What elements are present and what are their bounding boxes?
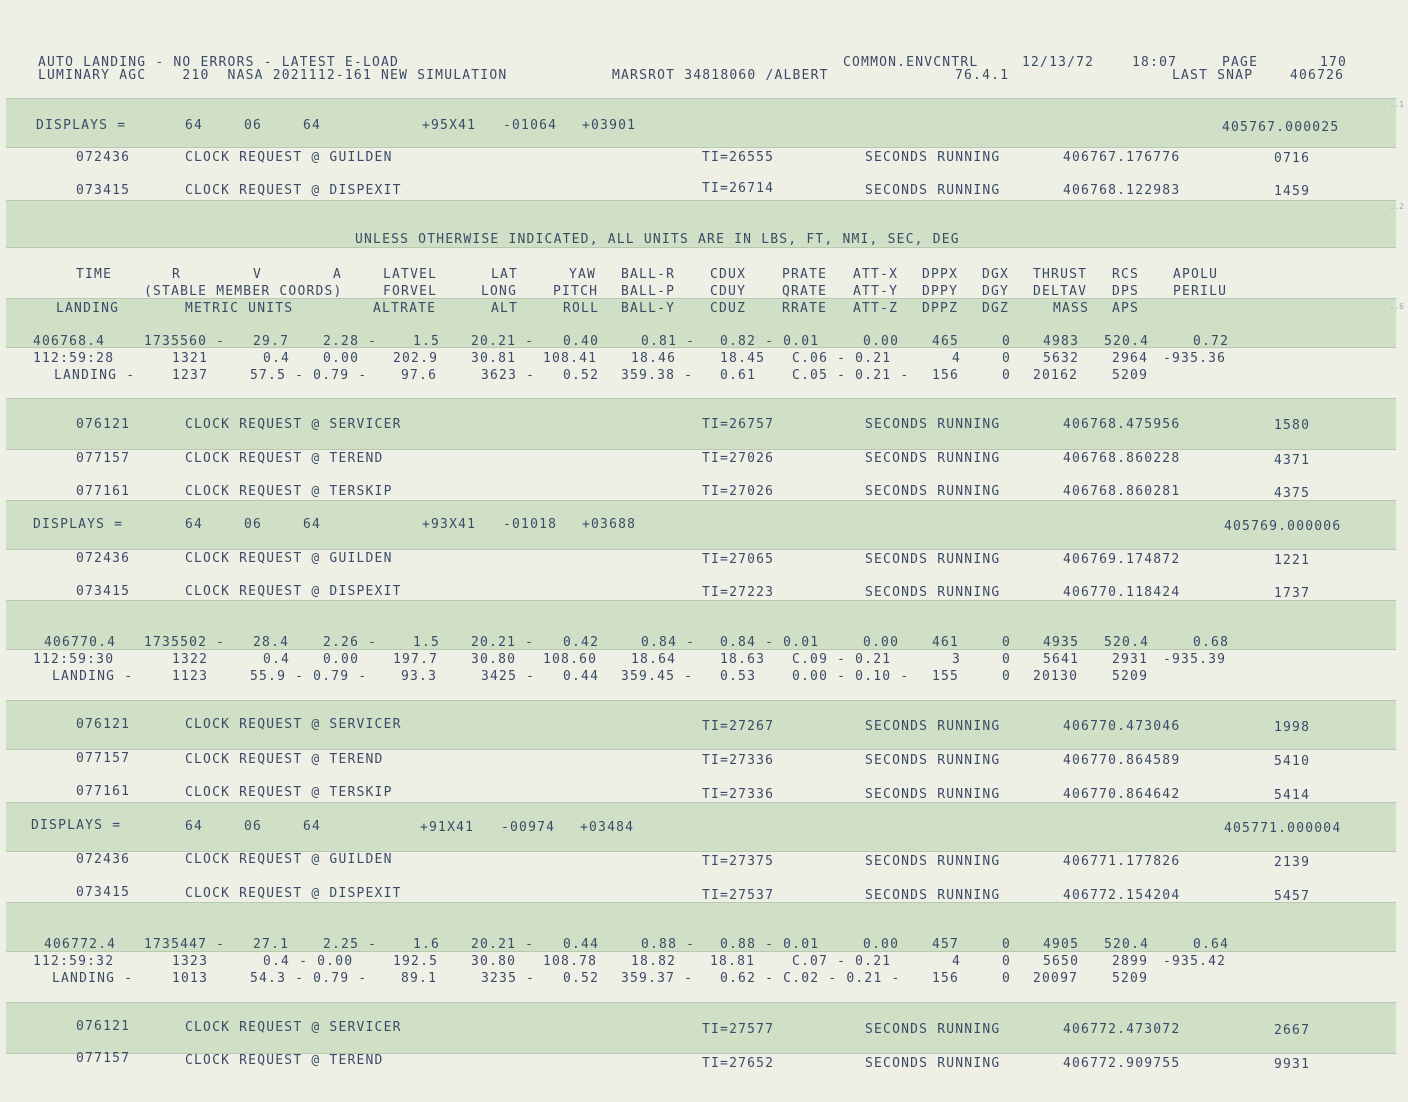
clock-ti: TI=27267: [702, 719, 775, 734]
displays-value: 06: [244, 118, 263, 133]
clock-time: 406772.909755: [1063, 1056, 1181, 1071]
col-header: APS: [1112, 301, 1140, 316]
data-cell: 1.5: [413, 334, 441, 349]
col-header: ATT-Y: [853, 284, 899, 299]
col-header: PERILU: [1173, 284, 1228, 299]
clock-text: CLOCK REQUEST @ TERSKIP: [185, 484, 393, 499]
data-cell: 0.4: [263, 351, 291, 366]
data-cell: 28.4: [253, 635, 290, 650]
header-page-label: PAGE: [1222, 55, 1259, 70]
col-header: DELTAV: [1033, 284, 1088, 299]
data-cell: 0.52: [563, 971, 600, 986]
clock-status: SECONDS RUNNING: [865, 552, 1001, 567]
data-cell: 406770.4: [44, 635, 117, 650]
data-cell: 359.45 -: [621, 669, 694, 684]
data-cell: 0: [1002, 937, 1012, 952]
data-cell: 4983: [1043, 334, 1080, 349]
displays-value: -01018: [503, 517, 558, 532]
clock-addr: 076121: [76, 1019, 131, 1034]
data-cell: 4: [952, 954, 962, 969]
data-cell: 4935: [1043, 635, 1080, 650]
data-cell: 155: [932, 669, 960, 684]
displays-label: DISPLAYS =: [31, 818, 122, 833]
data-cell: 0.00: [323, 652, 360, 667]
data-cell: 0: [1002, 635, 1012, 650]
displays-label: DISPLAYS =: [33, 517, 124, 532]
data-cell: 406772.4: [44, 937, 117, 952]
data-cell: C.05 - 0.21 -: [792, 368, 910, 383]
clock-addr: 076121: [76, 717, 131, 732]
clock-status: SECONDS RUNNING: [865, 719, 1001, 734]
col-header: DPPX: [922, 267, 959, 282]
col-header: CDUX: [710, 267, 747, 282]
data-cell: C.09 - 0.21: [792, 652, 892, 667]
data-cell: 5209: [1112, 669, 1149, 684]
clock-text: CLOCK REQUEST @ SERVICER: [185, 417, 402, 432]
col-header: TIME: [76, 267, 113, 282]
clock-num: 2139: [1274, 855, 1311, 870]
col-header: DPPY: [922, 284, 959, 299]
data-cell: 0: [1002, 334, 1012, 349]
data-cell: 0: [1002, 652, 1012, 667]
clock-ti: TI=27336: [702, 753, 775, 768]
data-cell: 0.88 - 0.01: [720, 937, 820, 952]
clock-status: SECONDS RUNNING: [865, 484, 1001, 499]
data-cell: 3: [952, 652, 962, 667]
clock-num: 1221: [1274, 553, 1311, 568]
data-cell: 0.68: [1193, 635, 1230, 650]
displays-time: 405771.000004: [1224, 821, 1342, 836]
data-cell: 202.9: [393, 351, 439, 366]
clock-status: SECONDS RUNNING: [865, 585, 1001, 600]
data-cell: 0.00: [323, 351, 360, 366]
data-cell: 30.80: [471, 954, 517, 969]
data-cell: 20.21 -: [471, 334, 535, 349]
data-cell: 4905: [1043, 937, 1080, 952]
clock-status: SECONDS RUNNING: [865, 1056, 1001, 1071]
data-cell: 0.42: [563, 635, 600, 650]
data-cell: 0.62 - C.02 - 0.21 -: [720, 971, 901, 986]
data-cell: 20097: [1033, 971, 1079, 986]
clock-time: 406768.860281: [1063, 484, 1181, 499]
margin-mark: ..2: [1389, 202, 1404, 211]
data-cell: 0.81 -: [641, 334, 696, 349]
displays-value: +93X41: [422, 517, 477, 532]
clock-ti: TI=27026: [702, 451, 775, 466]
data-cell: 0.44: [563, 937, 600, 952]
col-header: DPS: [1112, 284, 1140, 299]
clock-time: 406768.475956: [1063, 417, 1181, 432]
data-cell: 192.5: [393, 954, 439, 969]
col-header: METRIC UNITS: [185, 301, 294, 316]
col-header: APOLU: [1173, 267, 1219, 282]
data-cell: 0: [1002, 351, 1012, 366]
header-version: 76.4.1: [955, 68, 1010, 83]
data-cell: 1237: [172, 368, 209, 383]
data-cell: 0.88 -: [641, 937, 696, 952]
data-cell: 54.3 - 0.79 -: [250, 971, 368, 986]
col-header: BALL-Y: [621, 301, 676, 316]
data-cell: 5209: [1112, 971, 1149, 986]
clock-ti: TI=26714: [702, 181, 775, 196]
data-cell: 97.6: [401, 368, 438, 383]
col-header: ALT: [491, 301, 519, 316]
data-cell: 112:59:30: [33, 652, 115, 667]
clock-num: 1737: [1274, 586, 1311, 601]
col-header: QRATE: [782, 284, 828, 299]
data-cell: 2931: [1112, 652, 1149, 667]
clock-time: 406772.154204: [1063, 888, 1181, 903]
displays-value: 64: [303, 819, 322, 834]
displays-value: 64: [185, 819, 204, 834]
clock-addr: 077157: [76, 451, 131, 466]
col-header: ATT-X: [853, 267, 899, 282]
displays-value: -00974: [501, 820, 556, 835]
displays-value: -01064: [503, 118, 558, 133]
clock-ti: TI=26555: [702, 150, 775, 165]
data-cell: 0.82 - 0.01: [720, 334, 820, 349]
green-band: [6, 98, 1396, 148]
col-header: CDUZ: [710, 301, 747, 316]
data-cell: 2964: [1112, 351, 1149, 366]
data-cell: 2.28 -: [323, 334, 378, 349]
data-cell: 18.46: [631, 351, 677, 366]
col-header: V: [253, 267, 263, 282]
col-header: DPPZ: [922, 301, 959, 316]
data-cell: 0.4: [263, 652, 291, 667]
clock-addr: 076121: [76, 417, 131, 432]
clock-time: 406768.122983: [1063, 183, 1181, 198]
data-cell: 57.5 - 0.79 -: [250, 368, 368, 383]
clock-text: CLOCK REQUEST @ TERSKIP: [185, 785, 393, 800]
clock-time: 406770.864642: [1063, 787, 1181, 802]
clock-time: 406769.174872: [1063, 552, 1181, 567]
data-cell: 0.72: [1193, 334, 1230, 349]
data-cell: 0.44: [563, 669, 600, 684]
clock-text: CLOCK REQUEST @ TEREND: [185, 451, 384, 466]
clock-num: 5410: [1274, 754, 1311, 769]
data-cell: 1.5: [413, 635, 441, 650]
data-cell: 0: [1002, 669, 1012, 684]
data-cell: 2899: [1112, 954, 1149, 969]
clock-status: SECONDS RUNNING: [865, 150, 1001, 165]
header-time: 18:07: [1132, 55, 1178, 70]
data-cell: 520.4: [1104, 937, 1150, 952]
clock-num: 1459: [1274, 184, 1311, 199]
col-header: DGY: [982, 284, 1010, 299]
displays-time: 405769.000006: [1224, 519, 1342, 534]
col-header: MASS: [1053, 301, 1090, 316]
data-cell: 93.3: [401, 669, 438, 684]
clock-addr: 077157: [76, 1051, 131, 1066]
data-cell: 461: [932, 635, 960, 650]
data-cell: 18.82: [631, 954, 677, 969]
col-header: CDUY: [710, 284, 747, 299]
data-cell: 2.25 -: [323, 937, 378, 952]
clock-time: 406768.860228: [1063, 451, 1181, 466]
col-header: ROLL: [563, 301, 600, 316]
clock-num: 1580: [1274, 418, 1311, 433]
displays-value: 64: [185, 118, 204, 133]
displays-value: +03688: [582, 517, 637, 532]
data-cell: 29.7: [253, 334, 290, 349]
data-cell: 89.1: [401, 971, 438, 986]
data-cell: 0: [1002, 954, 1012, 969]
data-cell: 0: [1002, 368, 1012, 383]
data-cell: 0.00: [863, 334, 900, 349]
clock-text: CLOCK REQUEST @ TEREND: [185, 1053, 384, 1068]
clock-num: 5457: [1274, 889, 1311, 904]
clock-ti: TI=27537: [702, 888, 775, 903]
col-header: DGX: [982, 267, 1010, 282]
data-cell: 30.81: [471, 351, 517, 366]
clock-addr: 073415: [76, 584, 131, 599]
col-header: PITCH: [553, 284, 599, 299]
margin-mark: ..1: [1389, 100, 1404, 109]
data-cell: 1321: [172, 351, 209, 366]
col-header: A: [333, 267, 343, 282]
data-cell: 5641: [1043, 652, 1080, 667]
clock-status: SECONDS RUNNING: [865, 753, 1001, 768]
col-header: YAW: [569, 267, 597, 282]
col-header: LANDING: [56, 301, 120, 316]
displays-value: +03484: [580, 820, 635, 835]
col-header: RRATE: [782, 301, 828, 316]
data-cell: 18.81: [710, 954, 756, 969]
clock-text: CLOCK REQUEST @ TEREND: [185, 752, 384, 767]
clock-num: 4371: [1274, 453, 1311, 468]
clock-text: CLOCK REQUEST @ SERVICER: [185, 717, 402, 732]
data-cell: 1735560 -: [144, 334, 226, 349]
data-cell: 20130: [1033, 669, 1079, 684]
clock-addr: 073415: [76, 885, 131, 900]
col-header: (STABLE MEMBER COORDS): [144, 284, 343, 299]
data-cell: 0.84 -: [641, 635, 696, 650]
displays-value: 06: [244, 517, 263, 532]
col-header: LATVEL: [383, 267, 438, 282]
data-cell: 197.7: [393, 652, 439, 667]
data-cell: 3235 -: [481, 971, 536, 986]
clock-time: 406771.177826: [1063, 854, 1181, 869]
data-cell: 0.40: [563, 334, 600, 349]
col-header: DGZ: [982, 301, 1010, 316]
data-cell: 112:59:32: [33, 954, 115, 969]
data-cell: 55.9 - 0.79 -: [250, 669, 368, 684]
clock-addr: 077161: [76, 484, 131, 499]
clock-text: CLOCK REQUEST @ DISPEXIT: [185, 886, 402, 901]
header-page-number: 170: [1320, 55, 1348, 70]
data-cell: 20162: [1033, 368, 1079, 383]
data-cell: 27.1: [253, 937, 290, 952]
col-header: FORVEL: [383, 284, 438, 299]
col-header: LAT: [491, 267, 519, 282]
clock-status: SECONDS RUNNING: [865, 183, 1001, 198]
header-last-snap-label: LAST SNAP: [1172, 68, 1254, 83]
clock-status: SECONDS RUNNING: [865, 888, 1001, 903]
clock-ti: TI=27577: [702, 1022, 775, 1037]
clock-time: 406772.473072: [1063, 1022, 1181, 1037]
col-header: PRATE: [782, 267, 828, 282]
clock-num: 1998: [1274, 720, 1311, 735]
data-cell: 1735447 -: [144, 937, 226, 952]
clock-status: SECONDS RUNNING: [865, 787, 1001, 802]
data-cell: 0.4 - 0.00: [263, 954, 354, 969]
data-cell: 5650: [1043, 954, 1080, 969]
clock-addr: 072436: [76, 150, 131, 165]
clock-ti: TI=27065: [702, 552, 775, 567]
margin-mark: ..6: [1389, 302, 1404, 311]
displays-label: DISPLAYS =: [36, 118, 127, 133]
header-common: COMMON.ENVCNTRL: [843, 55, 979, 70]
displays-value: 64: [303, 517, 322, 532]
data-cell: 0.61: [720, 368, 757, 383]
clock-addr: 073415: [76, 183, 131, 198]
clock-status: SECONDS RUNNING: [865, 451, 1001, 466]
header-title: AUTO LANDING - NO ERRORS - LATEST E-LOAD: [38, 55, 400, 70]
clock-status: SECONDS RUNNING: [865, 1022, 1001, 1037]
units-notice: UNLESS OTHERWISE INDICATED, ALL UNITS ARE IN LBS, FT, NMI, SEC, DEG: [355, 232, 960, 247]
clock-addr: 072436: [76, 551, 131, 566]
clock-num: 0716: [1274, 151, 1311, 166]
clock-num: 4375: [1274, 486, 1311, 501]
data-cell: 18.64: [631, 652, 677, 667]
data-cell: 5209: [1112, 368, 1149, 383]
data-cell: 156: [932, 368, 960, 383]
col-header: THRUST: [1033, 267, 1088, 282]
data-cell: 457: [932, 937, 960, 952]
clock-addr: 072436: [76, 852, 131, 867]
col-header: ATT-Z: [853, 301, 899, 316]
data-cell: 108.60: [543, 652, 598, 667]
clock-text: CLOCK REQUEST @ GUILDEN: [185, 150, 393, 165]
col-header: LONG: [481, 284, 518, 299]
data-cell: 0.00: [863, 937, 900, 952]
clock-text: CLOCK REQUEST @ DISPEXIT: [185, 584, 402, 599]
displays-value: +03901: [582, 118, 637, 133]
clock-status: SECONDS RUNNING: [865, 854, 1001, 869]
header-last-snap-value: 406726: [1290, 68, 1345, 83]
col-header: R: [172, 267, 182, 282]
clock-num: 9931: [1274, 1057, 1311, 1072]
header-author: MARSROT 34818060 /ALBERT: [612, 68, 829, 83]
data-cell: 0: [1002, 971, 1012, 986]
clock-num: 5414: [1274, 788, 1311, 803]
data-cell: -935.36: [1163, 351, 1227, 366]
col-header: ALTRATE: [373, 301, 437, 316]
green-band: [6, 500, 1396, 550]
data-cell: 1.6: [413, 937, 441, 952]
clock-status: SECONDS RUNNING: [865, 417, 1001, 432]
data-cell: 0.64: [1193, 937, 1230, 952]
data-cell: 0.52: [563, 368, 600, 383]
data-cell: -935.42: [1163, 954, 1227, 969]
clock-ti: TI=27026: [702, 484, 775, 499]
data-cell: 18.45: [720, 351, 766, 366]
clock-time: 406770.118424: [1063, 585, 1181, 600]
data-cell: 1123: [172, 669, 209, 684]
col-header: BALL-R: [621, 267, 676, 282]
col-header: BALL-P: [621, 284, 676, 299]
clock-time: 406770.864589: [1063, 753, 1181, 768]
data-cell: LANDING -: [52, 669, 134, 684]
header-date: 12/13/72: [1022, 55, 1095, 70]
clock-time: 406767.176776: [1063, 150, 1181, 165]
data-cell: 1323: [172, 954, 209, 969]
data-cell: 0.00 - 0.10 -: [792, 669, 910, 684]
data-cell: 5632: [1043, 351, 1080, 366]
data-cell: 1322: [172, 652, 209, 667]
clock-text: CLOCK REQUEST @ GUILDEN: [185, 852, 393, 867]
data-cell: 520.4: [1104, 334, 1150, 349]
data-cell: C.06 - 0.21: [792, 351, 892, 366]
data-cell: 108.41: [543, 351, 598, 366]
displays-value: +95X41: [422, 118, 477, 133]
col-header: RCS: [1112, 267, 1140, 282]
displays-value: 64: [303, 118, 322, 133]
data-cell: LANDING -: [52, 971, 134, 986]
data-cell: LANDING -: [54, 368, 136, 383]
data-cell: 30.80: [471, 652, 517, 667]
clock-addr: 077161: [76, 784, 131, 799]
data-cell: 4: [952, 351, 962, 366]
displays-value: 06: [244, 819, 263, 834]
clock-time: 406770.473046: [1063, 719, 1181, 734]
data-cell: 3425 -: [481, 669, 536, 684]
clock-addr: 077157: [76, 751, 131, 766]
header-subtitle: LUMINARY AGC 210 NASA 2021112-161 NEW SIMULATION: [38, 68, 508, 83]
data-cell: 20.21 -: [471, 635, 535, 650]
data-cell: 406768.4: [33, 334, 106, 349]
displays-value: 64: [185, 517, 204, 532]
data-cell: 359.37 -: [621, 971, 694, 986]
data-cell: 0.00: [863, 635, 900, 650]
data-cell: 0.53: [720, 669, 757, 684]
data-cell: 20.21 -: [471, 937, 535, 952]
data-cell: 112:59:28: [33, 351, 115, 366]
data-cell: 359.38 -: [621, 368, 694, 383]
data-cell: -935.39: [1163, 652, 1227, 667]
displays-time: 405767.000025: [1222, 120, 1340, 135]
data-cell: 0.84 - 0.01: [720, 635, 820, 650]
clock-ti: TI=26757: [702, 417, 775, 432]
data-cell: 465: [932, 334, 960, 349]
clock-num: 2667: [1274, 1023, 1311, 1038]
data-cell: 156: [932, 971, 960, 986]
clock-text: CLOCK REQUEST @ DISPEXIT: [185, 183, 402, 198]
green-band: [6, 802, 1396, 852]
data-cell: 18.63: [720, 652, 766, 667]
clock-ti: TI=27652: [702, 1056, 775, 1071]
displays-value: +91X41: [420, 820, 475, 835]
clock-ti: TI=27336: [702, 787, 775, 802]
clock-text: CLOCK REQUEST @ SERVICER: [185, 1020, 402, 1035]
clock-ti: TI=27375: [702, 854, 775, 869]
data-cell: 1013: [172, 971, 209, 986]
data-cell: 520.4: [1104, 635, 1150, 650]
data-cell: 2.26 -: [323, 635, 378, 650]
data-cell: 108.78: [543, 954, 598, 969]
clock-text: CLOCK REQUEST @ GUILDEN: [185, 551, 393, 566]
data-cell: 1735502 -: [144, 635, 226, 650]
clock-ti: TI=27223: [702, 585, 775, 600]
data-cell: 3623 -: [481, 368, 536, 383]
data-cell: C.07 - 0.21: [792, 954, 892, 969]
